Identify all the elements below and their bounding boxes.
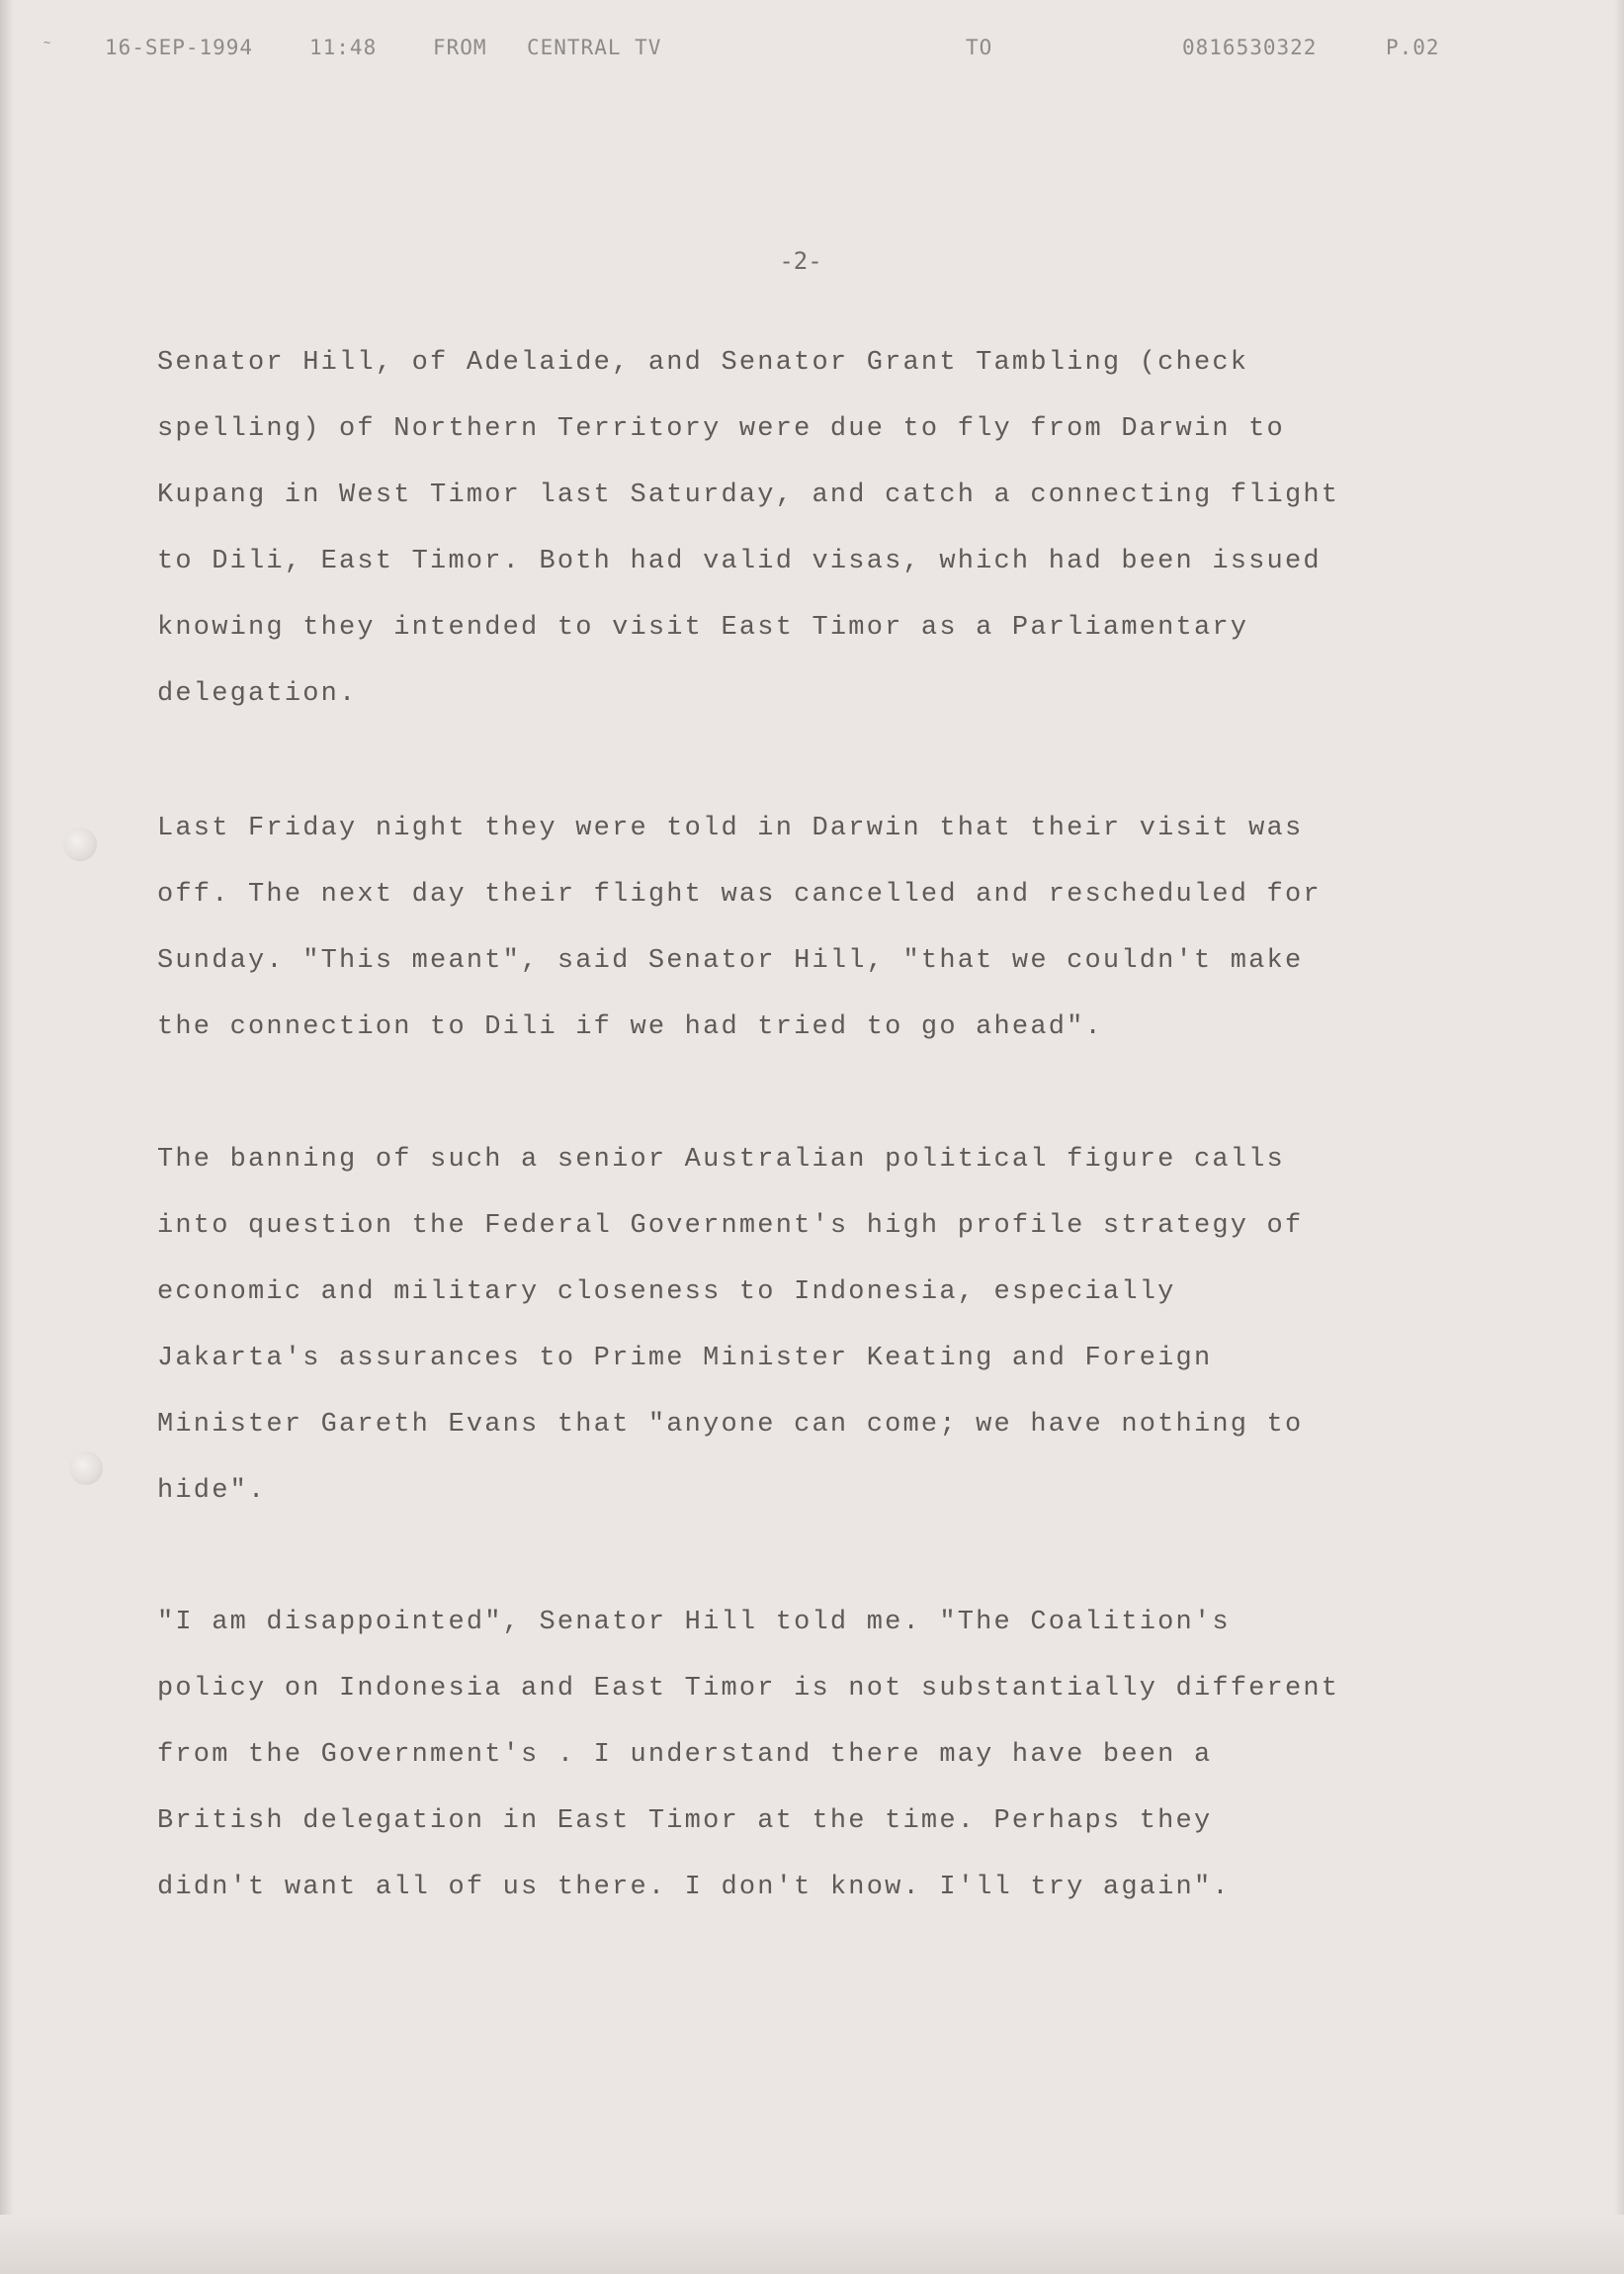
- fax-header-time: 11:48: [309, 36, 378, 59]
- paragraph-line: knowing they intended to visit East Timor as a Parliamentary: [157, 613, 1249, 643]
- paragraph-line: delegation.: [157, 679, 358, 709]
- paragraph-line: "I am disappointed", Senator Hill told me. "The Coalition's: [157, 1608, 1231, 1637]
- paragraph-line: The banning of such a senior Australian political figure calls: [157, 1145, 1285, 1175]
- paragraph-line: Minister Gareth Evans that "anyone can come; we have nothing to: [157, 1410, 1304, 1440]
- paragraph: [157, 796, 1322, 1061]
- paragraph-line: Sunday. "This meant", said Senator Hill, "that we couldn't make: [157, 946, 1304, 976]
- paper-edge-right: [1614, 0, 1624, 2274]
- paragraph-line: British delegation in East Timor at the time. Perhaps they: [157, 1806, 1213, 1836]
- paragraph-line: into question the Federal Government's high profile strategy of: [157, 1211, 1304, 1241]
- punch-hole: [63, 828, 97, 861]
- fax-header-to-label: TO: [966, 36, 993, 59]
- paragraph-line: Last Friday night they were told in Darwin that their visit was: [157, 814, 1304, 843]
- page-number: -2-: [779, 247, 822, 275]
- paragraph-line: to Dili, East Timor. Both had valid visas, which had been issued: [157, 547, 1322, 576]
- paper-edge-left: [0, 0, 14, 2274]
- fax-header-page: P.02: [1386, 36, 1440, 59]
- fax-header-date: 16-SEP-1994: [105, 36, 254, 59]
- fax-header-mark: ~: [43, 36, 52, 49]
- paragraph: [157, 1127, 1303, 1525]
- punch-hole: [69, 1451, 103, 1485]
- paragraph-line: policy on Indonesia and East Timor is not substantially different: [157, 1674, 1340, 1704]
- paragraph: [157, 1590, 1339, 1921]
- fax-header-from-value: CENTRAL TV: [527, 36, 662, 59]
- paragraph-line: from the Government's . I understand there may have been a: [157, 1740, 1213, 1770]
- fax-header-number: 0816530322: [1182, 36, 1318, 59]
- paragraph-line: off. The next day their flight was cancelled and rescheduled for: [157, 880, 1322, 910]
- paragraph-line: hide".: [157, 1476, 267, 1506]
- paragraph-line: didn't want all of us there. I don't know. I'll try again".: [157, 1873, 1231, 1902]
- fax-header: [0, 36, 1624, 65]
- paragraph-line: Senator Hill, of Adelaide, and Senator Grant Tambling (check: [157, 348, 1249, 378]
- paragraph-line: the connection to Dili if we had tried to go ahead".: [157, 1012, 1103, 1042]
- paragraph-line: spelling) of Northern Territory were due to fly from Darwin to: [157, 414, 1285, 444]
- paragraph-line: Kupang in West Timor last Saturday, and catch a connecting flight: [157, 481, 1340, 510]
- paragraph: [157, 330, 1339, 728]
- fax-header-from-label: FROM: [433, 36, 487, 59]
- paper-edge-bottom: [0, 2215, 1624, 2274]
- paragraph-line: economic and military closeness to Indonesia, especially: [157, 1277, 1176, 1307]
- paragraph-line: Jakarta's assurances to Prime Minister Keating and Foreign: [157, 1344, 1213, 1373]
